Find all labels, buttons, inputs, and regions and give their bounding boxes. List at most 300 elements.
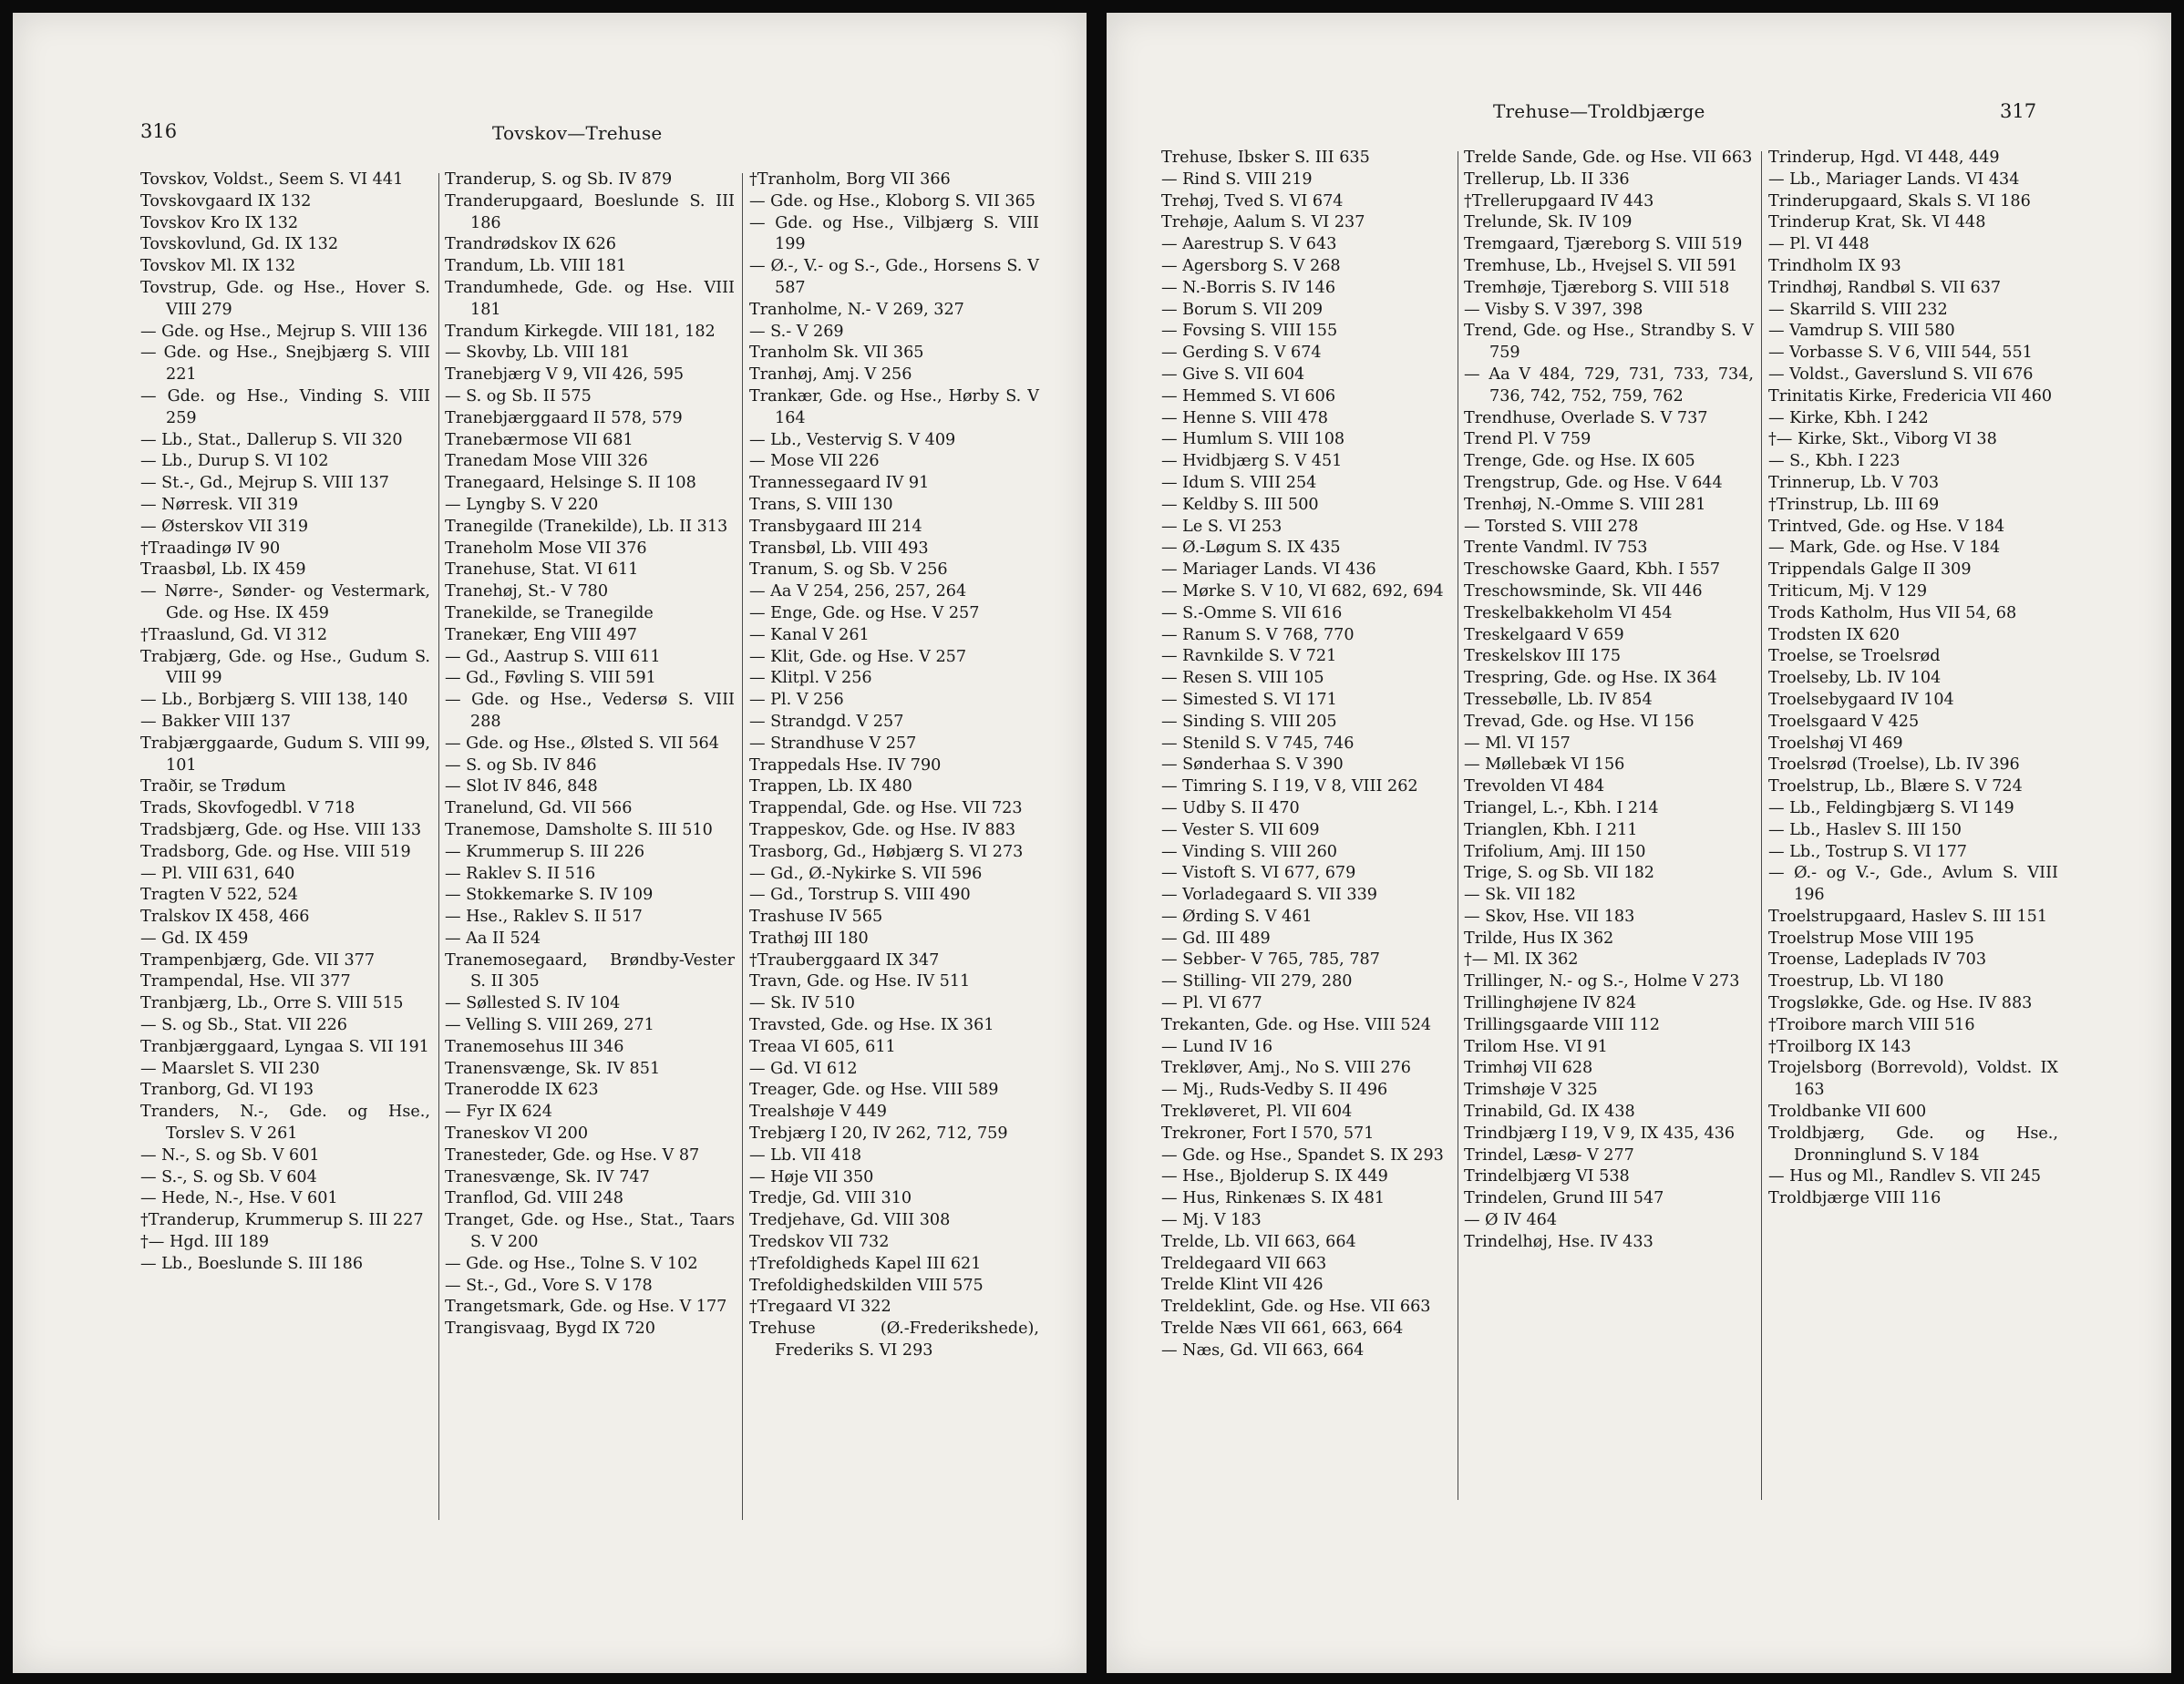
index-entry: Trinderup, Hgd. VI 448, 449 bbox=[1768, 149, 2000, 167]
index-entry: Tranbjærggaard, Lyngaa S. VII 191 bbox=[140, 1037, 429, 1056]
index-entry: Trillinghøjene IV 824 bbox=[1464, 994, 1637, 1013]
index-entry: — Gde. og Hse., Vinding S. VIII 259 bbox=[140, 386, 430, 427]
index-entry: — Vinding S. VIII 260 bbox=[1161, 842, 1337, 861]
index-column-3 bbox=[1768, 148, 2058, 1210]
index-column-3 bbox=[749, 169, 1039, 1362]
index-entry: — Ørding S. V 461 bbox=[1161, 907, 1313, 926]
index-entry: — Klitpl. V 256 bbox=[749, 669, 872, 688]
index-entry: — Henne S. VIII 478 bbox=[1161, 408, 1328, 427]
index-entry: Transbøl, Lb. VIII 493 bbox=[749, 539, 929, 558]
index-entry: — Mariager Lands. VI 436 bbox=[1161, 560, 1376, 580]
index-entry: — Gd., Aastrup S. VIII 611 bbox=[445, 647, 661, 666]
index-entry: — Le S. VI 253 bbox=[1161, 517, 1283, 536]
index-entry: — Gd. IX 459 bbox=[140, 929, 249, 948]
index-entry: Transbygaard III 214 bbox=[749, 517, 922, 536]
index-entry: †Traaslund, Gd. VI 312 bbox=[140, 625, 328, 644]
index-entry: — Skov, Hse. VII 183 bbox=[1464, 907, 1635, 926]
index-entry: Trebjærg I 20, IV 262, 712, 759 bbox=[749, 1124, 1008, 1144]
index-entry: — Strandhuse V 257 bbox=[749, 734, 917, 753]
index-entry: — N.-Borris S. IV 146 bbox=[1161, 278, 1336, 297]
index-entry: Tranebærmose VII 681 bbox=[445, 430, 634, 449]
index-entry: — Simested S. VI 171 bbox=[1161, 690, 1337, 709]
index-entry: Tranehøj, St.- V 780 bbox=[445, 582, 609, 601]
index-entry: — Gde. og Hse., Mejrup S. VIII 136 bbox=[140, 322, 428, 341]
index-entry: Tradsborg, Gde. og Hse. VIII 519 bbox=[140, 842, 411, 861]
index-entry: — Mose VII 226 bbox=[749, 452, 880, 471]
index-entry: — Ø.-Løgum S. IX 435 bbox=[1161, 539, 1341, 558]
index-entry: Troldbanke VII 600 bbox=[1768, 1103, 1927, 1122]
index-entry: Tranholm Sk. VII 365 bbox=[749, 344, 924, 363]
index-entry: Trasborg, Gd., Høbjærg S. VI 273 bbox=[749, 842, 1024, 861]
index-entry: Tranesteder, Gde. og Hse. V 87 bbox=[445, 1145, 700, 1165]
index-entry: — Ø.-, V.- og S.-, Gde., Horsens S. V 587 bbox=[749, 257, 1039, 297]
index-entry: Troelsgaard V 425 bbox=[1768, 712, 1920, 731]
index-entry: — Torsted S. VIII 278 bbox=[1464, 517, 1639, 536]
index-entry: Travn, Gde. og Hse. IV 511 bbox=[749, 972, 971, 991]
index-entry: Trashuse IV 565 bbox=[749, 908, 883, 927]
index-entry: Tranderupgaard, Boeslunde S. III 186 bbox=[445, 191, 735, 232]
index-entry: — Keldby S. III 500 bbox=[1161, 495, 1319, 514]
index-entry: — St.-, Gd., Vore S. V 178 bbox=[445, 1276, 653, 1295]
index-entry: Trenhøj, N.-Omme S. VIII 281 bbox=[1464, 495, 1706, 514]
index-entry: — Ravnkilde S. V 721 bbox=[1161, 647, 1337, 666]
index-entry: Troelstrup, Lb., Blære S. V 724 bbox=[1768, 777, 2023, 796]
index-entry: — Timring S. I 19, V 8, VIII 262 bbox=[1161, 777, 1418, 796]
index-entry: Trindel, Læsø- V 277 bbox=[1464, 1145, 1634, 1165]
index-entry: Treldeklint, Gde. og Hse. VII 663 bbox=[1161, 1298, 1431, 1317]
index-entry: Trappedals Hse. IV 790 bbox=[749, 755, 942, 775]
index-entry: Treager, Gde. og Hse. VIII 589 bbox=[749, 1081, 999, 1100]
index-entry: — Nørre-, Sønder- og Vestermark, Gde. og Hse. IX 459 bbox=[140, 582, 430, 622]
index-entry: Trads, Skovfogedbl. V 718 bbox=[140, 799, 355, 818]
index-entry: — Hse., Raklev S. II 517 bbox=[445, 908, 643, 927]
index-entry: Troldbjærg, Gde. og Hse., Dronninglund S. V 184 bbox=[1768, 1124, 2058, 1165]
index-entry: — Maarslet S. VII 230 bbox=[140, 1059, 320, 1078]
index-entry: — Vester S. VII 609 bbox=[1161, 820, 1320, 839]
index-entry: Trinabild, Gd. IX 438 bbox=[1464, 1103, 1635, 1122]
index-entry: Tradsbjærg, Gde. og Hse. VIII 133 bbox=[140, 820, 422, 839]
index-entry: Tranegaard, Helsinge S. II 108 bbox=[445, 474, 696, 493]
index-entry: — Gde. og Hse., Vilbjærg S. VIII 199 bbox=[749, 213, 1039, 254]
index-entry: — Vamdrup S. VIII 580 bbox=[1768, 322, 1955, 341]
index-entry: Trinnerup, Lb. V 703 bbox=[1768, 473, 1940, 492]
index-entry: Trengstrup, Gde. og Hse. V 644 bbox=[1464, 473, 1723, 492]
index-entry: Tranget, Gde. og Hse., Stat., Taars S. V 200 bbox=[445, 1211, 735, 1252]
index-entry: Tranderup, S. og Sb. IV 879 bbox=[445, 170, 673, 189]
index-entry: Traðir, se Trødum bbox=[140, 777, 286, 796]
index-entry: Tranders, N.-, Gde. og Hse., Torslev S. V 261 bbox=[140, 1103, 430, 1144]
page-number: 316 bbox=[140, 120, 178, 142]
index-entry: Trend Pl. V 759 bbox=[1464, 430, 1592, 449]
index-entry: Tranehuse, Stat. VI 611 bbox=[445, 560, 639, 580]
index-entry: Trappeskov, Gde. og Hse. IV 883 bbox=[749, 820, 1016, 839]
index-column-1 bbox=[140, 169, 430, 1276]
index-entry: Trods Katholm, Hus VII 54, 68 bbox=[1768, 603, 2017, 622]
index-entry: — Mørke S. V 10, VI 682, 692, 694 bbox=[1161, 581, 1444, 601]
index-entry: Trampenbjærg, Gde. VII 377 bbox=[140, 950, 376, 970]
index-entry: — S.-Omme S. VII 616 bbox=[1161, 603, 1343, 622]
index-entry: Trelde Sande, Gde. og Hse. VII 663 bbox=[1464, 149, 1753, 167]
index-entry: Trandum, Lb. VIII 181 bbox=[445, 257, 627, 276]
index-entry: — Lb., Haslev S. III 150 bbox=[1768, 820, 1962, 839]
index-entry: Trappen, Lb. IX 480 bbox=[749, 777, 912, 796]
column-divider bbox=[1761, 151, 1762, 1500]
index-entry: Tranegilde (Tranekilde), Lb. II 313 bbox=[445, 517, 728, 536]
index-entry: Trillingsgaarde VIII 112 bbox=[1464, 1015, 1660, 1034]
index-entry: Trekanten, Gde. og Hse. VIII 524 bbox=[1161, 1015, 1432, 1034]
index-entry: — Mark, Gde. og Hse. V 184 bbox=[1768, 539, 2001, 558]
index-entry: Trodsten IX 620 bbox=[1768, 625, 1901, 644]
index-entry: Tranesvænge, Sk. IV 747 bbox=[445, 1167, 650, 1186]
index-entry: — Gd., Føvling S. VIII 591 bbox=[445, 669, 656, 688]
index-entry: — Borum S. VII 209 bbox=[1161, 300, 1324, 319]
index-entry: Triticum, Mj. V 129 bbox=[1768, 581, 1928, 601]
index-entry: Trangisvaag, Bygd IX 720 bbox=[445, 1319, 655, 1339]
index-entry: Trintved, Gde. og Hse. V 184 bbox=[1768, 517, 2005, 536]
index-entry: — Fyr IX 624 bbox=[445, 1103, 552, 1122]
index-entry: Trendhuse, Overlade S. V 737 bbox=[1464, 408, 1708, 427]
index-entry: — Aa V 484, 729, 731, 733, 734, 736, 742, 752, 759, 762 bbox=[1464, 365, 1754, 406]
index-entry: Travsted, Gde. og Hse. IX 361 bbox=[749, 1016, 994, 1035]
index-entry: Trindholm IX 93 bbox=[1768, 256, 1901, 275]
column-divider bbox=[742, 173, 743, 1520]
index-entry: — Næs, Gd. VII 663, 664 bbox=[1161, 1340, 1365, 1360]
index-entry: †Tranderup, Krummerup S. III 227 bbox=[140, 1211, 424, 1230]
page-number: 317 bbox=[2000, 100, 2037, 122]
running-header: Tovskov—Trehuse bbox=[492, 122, 663, 144]
index-entry: Trindelen, Grund III 547 bbox=[1464, 1189, 1664, 1208]
index-entry: Trankær, Gde. og Hse., Hørby S. V 164 bbox=[749, 386, 1039, 427]
index-entry: Tranekær, Eng VIII 497 bbox=[445, 625, 637, 644]
index-entry: — Vorladegaard S. VII 339 bbox=[1161, 886, 1377, 905]
index-entry: — Klit, Gde. og Hse. V 257 bbox=[749, 647, 967, 666]
index-entry: — Stilling- VII 279, 280 bbox=[1161, 972, 1353, 991]
index-entry: — N.-, S. og Sb. V 601 bbox=[140, 1145, 320, 1165]
index-entry: — Pl. V 256 bbox=[749, 691, 844, 710]
index-entry: Tranemosehus III 346 bbox=[445, 1037, 624, 1056]
index-entry: — Kirke, Kbh. I 242 bbox=[1768, 408, 1929, 427]
index-entry: Troelshøj VI 469 bbox=[1768, 734, 1903, 753]
index-entry: Trehuse, Ibsker S. III 635 bbox=[1161, 149, 1370, 167]
index-entry: †— Ml. IX 362 bbox=[1464, 950, 1579, 970]
index-entry: Tragten V 522, 524 bbox=[140, 886, 298, 905]
index-entry: Trelunde, Sk. IV 109 bbox=[1464, 213, 1633, 232]
index-entry: — Lb. VII 418 bbox=[749, 1145, 862, 1165]
index-entry: — Pl. VIII 631, 640 bbox=[140, 864, 295, 883]
index-entry: — Gde. og Hse., Spandet S. IX 293 bbox=[1161, 1145, 1444, 1165]
index-entry: — Gde. og Hse., Ølsted S. VII 564 bbox=[445, 734, 719, 753]
index-entry: — Stokkemarke S. IV 109 bbox=[445, 886, 654, 905]
index-entry: Troelse, se Troelsrød bbox=[1768, 647, 1941, 666]
index-entry: — Lb., Borbjærg S. VIII 138, 140 bbox=[140, 691, 408, 710]
index-entry: Trekløveret, Pl. VII 604 bbox=[1161, 1103, 1353, 1122]
index-entry: — Østerskov VII 319 bbox=[140, 517, 309, 536]
index-entry: Trimshøje V 325 bbox=[1464, 1081, 1598, 1100]
index-entry: Trellerup, Lb. II 336 bbox=[1464, 169, 1630, 189]
index-entry: — Aa V 254, 256, 257, 264 bbox=[749, 582, 967, 601]
index-entry: — Lb., Stat., Dallerup S. VII 320 bbox=[140, 430, 403, 449]
index-entry: Troelstrup Mose VIII 195 bbox=[1768, 929, 1974, 948]
index-entry: — St.-, Gd., Mejrup S. VIII 137 bbox=[140, 474, 389, 493]
index-entry: — Sebber- V 765, 785, 787 bbox=[1161, 950, 1380, 970]
index-entry: Trevad, Gde. og Hse. VI 156 bbox=[1464, 712, 1695, 731]
index-column-2 bbox=[1464, 148, 1754, 1254]
index-entry: Trannessegaard IV 91 bbox=[749, 474, 930, 493]
index-entry: — Sk. VII 182 bbox=[1464, 886, 1576, 905]
index-entry: Tranhøj, Amj. V 256 bbox=[749, 365, 912, 385]
index-entry: — Bakker VIII 137 bbox=[140, 712, 292, 731]
index-entry: — Gd. III 489 bbox=[1161, 929, 1271, 948]
index-entry: — Resen S. VIII 105 bbox=[1161, 669, 1324, 688]
index-entry: — Skovby, Lb. VIII 181 bbox=[445, 344, 631, 363]
index-entry: Trinderup Krat, Sk. VI 448 bbox=[1768, 213, 1986, 232]
index-entry: — Gde. og Hse., Vedersø S. VIII 288 bbox=[445, 691, 735, 731]
index-entry: Tredskov VII 732 bbox=[749, 1233, 890, 1252]
index-entry: — Raklev S. II 516 bbox=[445, 864, 596, 883]
index-entry: Treaa VI 605, 611 bbox=[749, 1037, 896, 1056]
index-entry: Tredje, Gd. VIII 310 bbox=[749, 1189, 912, 1208]
index-entry: Tovskov, Voldst., Seem S. VI 441 bbox=[140, 170, 404, 189]
index-entry: — S. og Sb. II 575 bbox=[445, 386, 592, 406]
index-entry: — Hus, Rinkenæs S. IX 481 bbox=[1161, 1189, 1386, 1208]
index-entry: Tremgaard, Tjæreborg S. VIII 519 bbox=[1464, 235, 1743, 254]
index-entry: — Gd. VI 612 bbox=[749, 1059, 858, 1078]
index-entry: — Ranum S. V 768, 770 bbox=[1161, 625, 1355, 644]
index-entry: Treskelbakkeholm VI 454 bbox=[1464, 603, 1673, 622]
index-entry: Trige, S. og Sb. VII 182 bbox=[1464, 864, 1654, 883]
index-entry: Tranelund, Gd. VII 566 bbox=[445, 799, 633, 818]
index-entry: — Voldst., Gaverslund S. VII 676 bbox=[1768, 365, 2034, 384]
index-entry: — Humlum S. VIII 108 bbox=[1161, 430, 1345, 449]
index-entry: †Trauberggaard IX 347 bbox=[749, 950, 940, 970]
index-entry: Troelsrød (Troelse), Lb. IV 396 bbox=[1768, 755, 2020, 775]
index-entry: Trandum Kirkegde. VIII 181, 182 bbox=[445, 322, 716, 341]
index-entry: — Gd., Ø.-Nykirke S. VII 596 bbox=[749, 864, 983, 883]
index-entry: Trelde Næs VII 661, 663, 664 bbox=[1161, 1319, 1404, 1339]
index-entry: †Trinstrup, Lb. III 69 bbox=[1768, 495, 1940, 514]
index-entry: Tressebølle, Lb. IV 854 bbox=[1464, 690, 1653, 709]
index-entry: Tovskov Ml. IX 132 bbox=[140, 257, 296, 276]
right-page bbox=[1107, 13, 2171, 1673]
index-entry: — Mj., Ruds-Vedby S. II 496 bbox=[1161, 1081, 1388, 1100]
index-entry: — Ø.- og V.-, Gde., Avlum S. VIII 196 bbox=[1768, 864, 2058, 905]
index-entry: — Skarrild S. VIII 232 bbox=[1768, 300, 1948, 319]
index-entry: Trefoldighedskilden VIII 575 bbox=[749, 1276, 984, 1295]
index-entry: Trespring, Gde. og Hse. IX 364 bbox=[1464, 669, 1717, 688]
index-entry: Tranekilde, se Tranegilde bbox=[445, 603, 654, 622]
index-entry: — Vistoft S. VI 677, 679 bbox=[1161, 864, 1356, 883]
index-entry: — Lund IV 16 bbox=[1161, 1037, 1273, 1056]
index-entry: — Gde. og Hse., Kloborg S. VII 365 bbox=[749, 191, 1035, 210]
index-entry: — Fovsing S. VIII 155 bbox=[1161, 322, 1338, 341]
index-entry: Trappendal, Gde. og Hse. VII 723 bbox=[749, 799, 1023, 818]
index-entry: Trogsløkke, Gde. og Hse. IV 883 bbox=[1768, 994, 2033, 1013]
index-entry: Trehuse (Ø.-Frederikshede), Frederiks S. VI 293 bbox=[749, 1319, 1039, 1361]
index-entry: Tranensvænge, Sk. IV 851 bbox=[445, 1059, 661, 1078]
index-entry: Trampendal, Hse. VII 377 bbox=[140, 972, 351, 991]
index-entry: †Trefoldigheds Kapel III 621 bbox=[749, 1254, 982, 1273]
index-entry: — Møllebæk VI 156 bbox=[1464, 755, 1625, 775]
index-entry: Tranemose, Damsholte S. III 510 bbox=[445, 820, 713, 839]
index-entry: — Gd., Torstrup S. VIII 490 bbox=[749, 886, 971, 905]
index-entry: Tovskovlund, Gd. IX 132 bbox=[140, 235, 339, 254]
index-entry: Trelde Klint VII 426 bbox=[1161, 1276, 1324, 1295]
index-entry: — S.- V 269 bbox=[749, 322, 844, 341]
index-entry: — Give S. VII 604 bbox=[1161, 365, 1305, 384]
index-entry: — Hse., Bjolderup S. IX 449 bbox=[1161, 1167, 1388, 1186]
index-entry: Traneholm Mose VII 376 bbox=[445, 539, 647, 558]
index-entry: — Pl. VI 677 bbox=[1161, 994, 1262, 1013]
running-header: Trehuse—Troldbjærge bbox=[1493, 100, 1705, 122]
index-entry: Tranholme, N.- V 269, 327 bbox=[749, 300, 964, 319]
index-entry: †— Hgd. III 189 bbox=[140, 1233, 270, 1252]
index-entry: †Tregaard VI 322 bbox=[749, 1298, 891, 1317]
index-entry: Tranemosegaard, Brøndby-Vester S. II 305 bbox=[445, 950, 735, 991]
index-entry: — Slot IV 846, 848 bbox=[445, 777, 598, 796]
index-entry: Traasbøl, Lb. IX 459 bbox=[140, 560, 306, 580]
index-entry: — Sinding S. VIII 205 bbox=[1161, 712, 1337, 731]
index-entry: Traneskov VI 200 bbox=[445, 1124, 589, 1144]
index-entry: — Lb., Durup S. VI 102 bbox=[140, 452, 329, 471]
index-entry: †Troibore march VIII 516 bbox=[1768, 1015, 1975, 1034]
index-entry: — Lb., Mariager Lands. VI 434 bbox=[1768, 169, 2020, 189]
index-entry: †Traadingø IV 90 bbox=[140, 539, 281, 558]
index-entry: Troelstrupgaard, Haslev S. III 151 bbox=[1768, 907, 2048, 926]
index-entry: — Kanal V 261 bbox=[749, 625, 870, 644]
index-entry: Tremhuse, Lb., Hvejsel S. VII 591 bbox=[1464, 256, 1738, 275]
index-entry: Trillinger, N.- og S.-, Holme V 273 bbox=[1464, 972, 1740, 991]
index-entry: — S. og Sb., Stat. VII 226 bbox=[140, 1016, 347, 1035]
index-entry: — S., Kbh. I 223 bbox=[1768, 452, 1901, 471]
index-entry: Trimhøj VII 628 bbox=[1464, 1059, 1593, 1078]
index-entry: Trindelhøj, Hse. IV 433 bbox=[1464, 1232, 1653, 1251]
index-entry: Troelseby, Lb. IV 104 bbox=[1768, 669, 1942, 688]
index-entry: Treskelgaard V 659 bbox=[1464, 625, 1624, 644]
index-entry: — Rind S. VIII 219 bbox=[1161, 169, 1313, 189]
index-entry: Tranbjærg, Lb., Orre S. VIII 515 bbox=[140, 994, 404, 1013]
index-entry: Triangel, L.-, Kbh. I 214 bbox=[1464, 798, 1659, 817]
index-entry: Trabjærg, Gde. og Hse., Gudum S. VIII 99 bbox=[140, 647, 430, 688]
index-entry: Tovskovgaard IX 132 bbox=[140, 191, 312, 210]
index-entry: — S.-, S. og Sb. V 604 bbox=[140, 1167, 317, 1186]
index-entry: †Troilborg IX 143 bbox=[1768, 1037, 1911, 1056]
index-entry: Trojelsborg (Borrevold), Voldst. IX 163 bbox=[1768, 1059, 2058, 1100]
index-entry: Tranflod, Gd. VIII 248 bbox=[445, 1189, 623, 1208]
index-entry: — Lb., Vestervig S. V 409 bbox=[749, 430, 956, 449]
index-entry: Tovstrup, Gde. og Hse., Hover S. VIII 279 bbox=[140, 278, 430, 319]
index-entry: Trealshøje V 449 bbox=[749, 1103, 887, 1122]
index-entry: — Hvidbjærg S. V 451 bbox=[1161, 452, 1343, 471]
index-entry: Trabjærggaarde, Gudum S. VIII 99, 101 bbox=[140, 734, 430, 775]
index-entry: — Hemmed S. VI 606 bbox=[1161, 386, 1336, 406]
index-entry: — Søllested S. IV 104 bbox=[445, 994, 621, 1013]
index-entry: Trandrødskov IX 626 bbox=[445, 235, 616, 254]
index-entry: — Udby S. II 470 bbox=[1161, 798, 1300, 817]
index-entry: Trehøje, Aalum S. VI 237 bbox=[1161, 213, 1365, 232]
index-entry: Trinitatis Kirke, Fredericia VII 460 bbox=[1768, 386, 2053, 406]
index-entry: — Pl. VI 448 bbox=[1768, 235, 1870, 254]
index-entry: Trans, S. VIII 130 bbox=[749, 495, 893, 514]
index-entry: Trindelbjærg VI 538 bbox=[1464, 1167, 1630, 1186]
index-entry: — Mj. V 183 bbox=[1161, 1211, 1262, 1230]
index-entry: — Gde. og Hse., Tolne S. V 102 bbox=[445, 1254, 698, 1273]
index-entry: Trehøj, Tved S. VI 674 bbox=[1161, 191, 1344, 210]
index-entry: Trilom Hse. VI 91 bbox=[1464, 1037, 1608, 1056]
index-entry: — Høje VII 350 bbox=[749, 1167, 874, 1186]
index-entry: Trippendals Galge II 309 bbox=[1768, 560, 1972, 580]
left-page bbox=[13, 13, 1087, 1673]
index-entry: — Enge, Gde. og Hse. V 257 bbox=[749, 603, 980, 622]
index-entry: — Lyngby S. V 220 bbox=[445, 495, 599, 514]
index-entry: Tralskov IX 458, 466 bbox=[140, 908, 310, 927]
index-entry: — Hus og Ml., Randlev S. VII 245 bbox=[1768, 1167, 2042, 1186]
column-divider bbox=[438, 173, 439, 1520]
index-entry: — Aa II 524 bbox=[445, 929, 541, 948]
index-entry: — Visby S. V 397, 398 bbox=[1464, 300, 1643, 319]
index-entry: — Stenild S. V 745, 746 bbox=[1161, 734, 1355, 753]
index-entry: Trevolden VI 484 bbox=[1464, 777, 1605, 796]
index-entry: Trifolium, Amj. III 150 bbox=[1464, 842, 1646, 861]
index-entry: Trindhøj, Randbøl S. VII 637 bbox=[1768, 278, 2002, 297]
index-column-2 bbox=[445, 169, 735, 1340]
index-entry: — Gerding S. V 674 bbox=[1161, 344, 1322, 363]
index-entry: Troldbjærge VIII 116 bbox=[1768, 1189, 1942, 1208]
index-entry: — Strandgd. V 257 bbox=[749, 712, 904, 731]
index-column-1 bbox=[1161, 148, 1451, 1362]
index-entry: Tranedam Mose VIII 326 bbox=[445, 452, 648, 471]
index-entry: — Agersborg S. V 268 bbox=[1161, 256, 1341, 275]
index-entry: — Idum S. VIII 254 bbox=[1161, 473, 1317, 492]
index-entry: — S. og Sb. IV 846 bbox=[445, 755, 597, 775]
index-entry: †Tranholm, Borg VII 366 bbox=[749, 170, 951, 189]
index-entry: — Lb., Boeslunde S. III 186 bbox=[140, 1254, 364, 1273]
index-entry: Troelsebygaard IV 104 bbox=[1768, 690, 1954, 709]
index-entry: Tranerodde IX 623 bbox=[445, 1081, 599, 1100]
index-entry: Trilde, Hus IX 362 bbox=[1464, 929, 1614, 948]
index-entry: Tredjehave, Gd. VIII 308 bbox=[749, 1211, 951, 1230]
index-entry: Tremhøje, Tjæreborg S. VIII 518 bbox=[1464, 278, 1730, 297]
index-entry: Trekroner, Fort I 570, 571 bbox=[1161, 1124, 1375, 1143]
index-entry: — Lb., Feldingbjærg S. VI 149 bbox=[1768, 798, 2014, 817]
index-entry: Trangetsmark, Gde. og Hse. V 177 bbox=[445, 1298, 727, 1317]
index-entry: — Vorbasse S. V 6, VIII 544, 551 bbox=[1768, 344, 2033, 363]
index-entry: Tranebjærggaard II 578, 579 bbox=[445, 408, 683, 427]
index-entry: Trandumhede, Gde. og Hse. VIII 181 bbox=[445, 278, 735, 319]
index-entry: — Ø IV 464 bbox=[1464, 1211, 1558, 1230]
index-entry: Treskelskov III 175 bbox=[1464, 647, 1622, 666]
index-entry: Trekløver, Amj., No S. VIII 276 bbox=[1161, 1059, 1411, 1078]
index-entry: — Ml. VI 157 bbox=[1464, 734, 1571, 753]
index-entry: Troestrup, Lb. VI 180 bbox=[1768, 972, 1944, 991]
index-entry: Tranebjærg V 9, VII 426, 595 bbox=[445, 365, 685, 385]
index-entry: — Nørresk. VII 319 bbox=[140, 495, 299, 514]
index-entry: — Sønderhaa S. V 390 bbox=[1161, 755, 1344, 775]
index-entry: Treldegaard VII 663 bbox=[1161, 1254, 1327, 1273]
index-entry: †Trellerupgaard IV 443 bbox=[1464, 191, 1654, 210]
index-entry: — Velling S. VIII 269, 271 bbox=[445, 1016, 654, 1035]
index-entry: Treschowsminde, Sk. VII 446 bbox=[1464, 581, 1703, 601]
index-entry: Trend, Gde. og Hse., Strandby S. V 759 bbox=[1464, 322, 1754, 363]
index-entry: — Sk. IV 510 bbox=[749, 994, 855, 1013]
index-entry: Trelde, Lb. VII 663, 664 bbox=[1161, 1232, 1356, 1251]
index-entry: — Hede, N.-, Hse. V 601 bbox=[140, 1189, 338, 1208]
index-entry: Trinderupgaard, Skals S. VI 186 bbox=[1768, 191, 2031, 210]
index-entry: Trianglen, Kbh. I 211 bbox=[1464, 820, 1638, 839]
index-entry: Trenge, Gde. og Hse. IX 605 bbox=[1464, 452, 1695, 471]
index-entry: Trathøj III 180 bbox=[749, 929, 869, 948]
index-entry: — Aarestrup S. V 643 bbox=[1161, 235, 1337, 254]
index-entry: Troense, Ladeplads IV 703 bbox=[1768, 950, 1987, 970]
